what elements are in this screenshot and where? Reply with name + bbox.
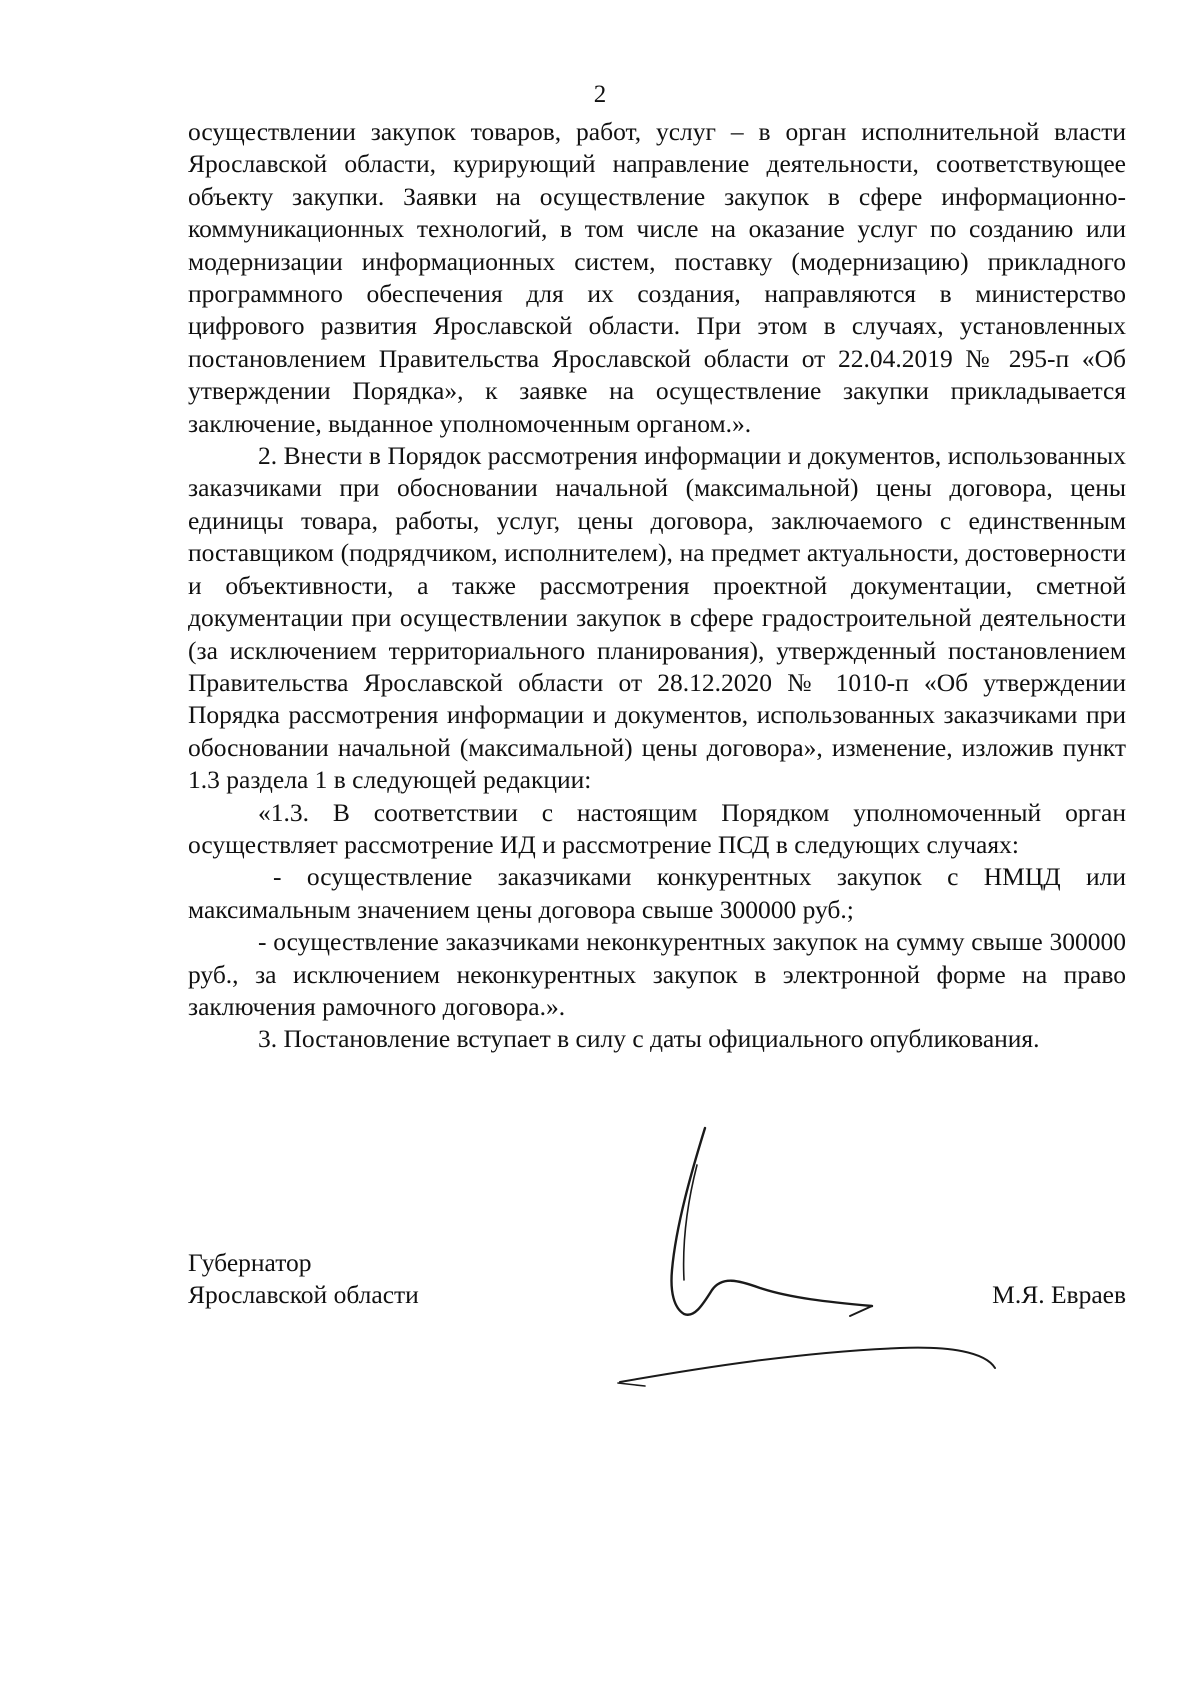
list-item-noncompetitive: - осуществление заказчиками неконкурентных закупок на сумму свыше 300000 руб., за исключением неконкурентных закупок в электронной форме на право заключения рамочного договора.». (188, 927, 1126, 1021)
document-body (188, 116, 1126, 1056)
paragraph-quote-1-3: «1.3. В соответствии с настоящим Порядком уполномоченный орган осуществляет рассмотрение ИД и рассмотрение ПСД в следующих случаях: (188, 797, 1126, 859)
signer-title-line1: Губернатор (188, 1248, 312, 1277)
paragraph-continuation: осуществлении закупок товаров, работ, услуг – в орган исполнительной власти Ярославской области, курирующий направление деятельности, соответствующее объекту закупки. Заявки на осуществление закупок в сфере информационно-коммуникационных технологий, в том числе на оказание услуг по созданию или модернизации информационных систем, поставку (модернизацию) прикладного программного обеспечения для их создания, направляются в министерство цифрового развития Ярославской области. При этом в случаях, установленных постановлением Правительства Ярославской области от 22.04.2019 № 295-п «Об утверждении Порядка», к заявке на осуществление закупки прикладывается заключение, выданное уполномоченным органом.». (188, 117, 1126, 438)
signature-block (188, 1247, 1126, 1312)
paragraph-item-3: 3. Постановление вступает в силу с даты официального опубликования. (258, 1024, 1040, 1054)
page-number: 2 (593, 81, 607, 108)
signer-title-line2: Ярославской области (188, 1280, 419, 1310)
signer-name: М.Я. Евраев (992, 1280, 1126, 1309)
paragraph-item-2: 2. Внести в Порядок рассмотрения информации и документов, использованных заказчиками при обосновании начальной (максимальной) цены договора, цены единицы товара, работы, услуг, цены договора, заключаемого с единственным поставщиком (подрядчиком, исполнителем), на предмет актуальности, достоверности и объективности, а также рассмотрения проектной документации, сметной документации при осуществлении закупок в сфере градостроительной деятельности (за исключением территориального планирования), утвержденный постановлением Правительства Ярославской области от 28.12.2020 № 1010-п «Об утверждении Порядка рассмотрения информации и документов, использованных заказчиками при обосновании начальной (максимальной) цены договора», изменение, изложив пункт 1.3 раздела 1 в следующей редакции: (188, 441, 1126, 795)
list-item-competitive: - осуществление заказчиками конкурентных закупок с НМЦД или максимальным значением цены договора свыше 300000 руб.; (188, 862, 1126, 924)
